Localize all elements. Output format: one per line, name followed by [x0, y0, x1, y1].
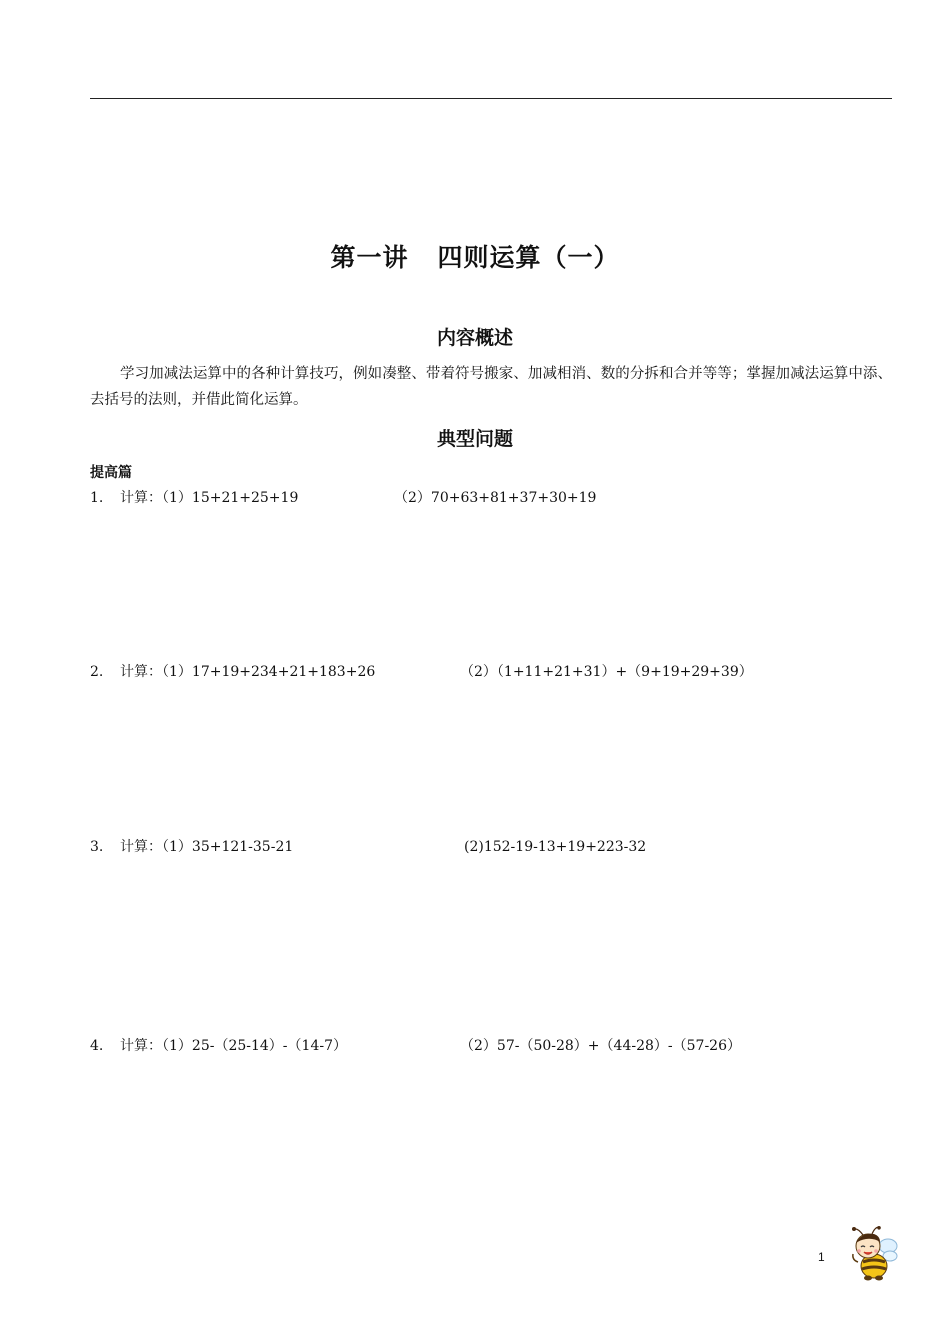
- problem-3: [90, 835, 892, 859]
- problem-1: [90, 486, 892, 510]
- problems-heading: 典型问题: [436, 428, 513, 450]
- problem-part-2: （2）（1+11+21+31）+（9+19+29+39）: [460, 664, 753, 680]
- page-title: 第一讲 四则运算（一）: [330, 243, 620, 272]
- overview-heading: 内容概述: [436, 327, 513, 349]
- problem-number: 4.: [90, 1038, 104, 1054]
- problem-4: [90, 1034, 892, 1058]
- problem-part-2: (2)152-19-13+19+223-32: [464, 839, 647, 855]
- header-rule: [90, 98, 892, 99]
- problem-part-1: 计算：（1）25-（25-14）-（14-7）: [120, 1038, 347, 1054]
- problem-part-1: 计算：（1）15+21+25+19: [120, 490, 299, 506]
- problem-part-2: （2）70+63+81+37+30+19: [394, 490, 597, 506]
- problem-part-1: 计算：（1）35+121-35-21: [120, 839, 294, 855]
- overview-text: 学习加减法运算中的各种计算技巧，例如凑整、带着符号搬家、加减相消、数的分拆和合并等等；掌握加减法运算中添、去括号的法则，并借此简化运算。: [90, 366, 892, 408]
- problem-number: 3.: [90, 839, 104, 855]
- problem-part-1: 计算：（1）17+19+234+21+183+26: [120, 664, 376, 680]
- problem-number: 1.: [90, 490, 104, 506]
- bee-mascot-icon: [844, 1226, 898, 1282]
- problem-part-2: （2）57-（50-28）+（44-28）-（57-26）: [460, 1038, 741, 1054]
- problem-2: [90, 660, 892, 684]
- subsection-label: 提高篇: [90, 465, 132, 481]
- page-number: 1: [818, 1250, 825, 1264]
- problem-number: 2.: [90, 664, 104, 680]
